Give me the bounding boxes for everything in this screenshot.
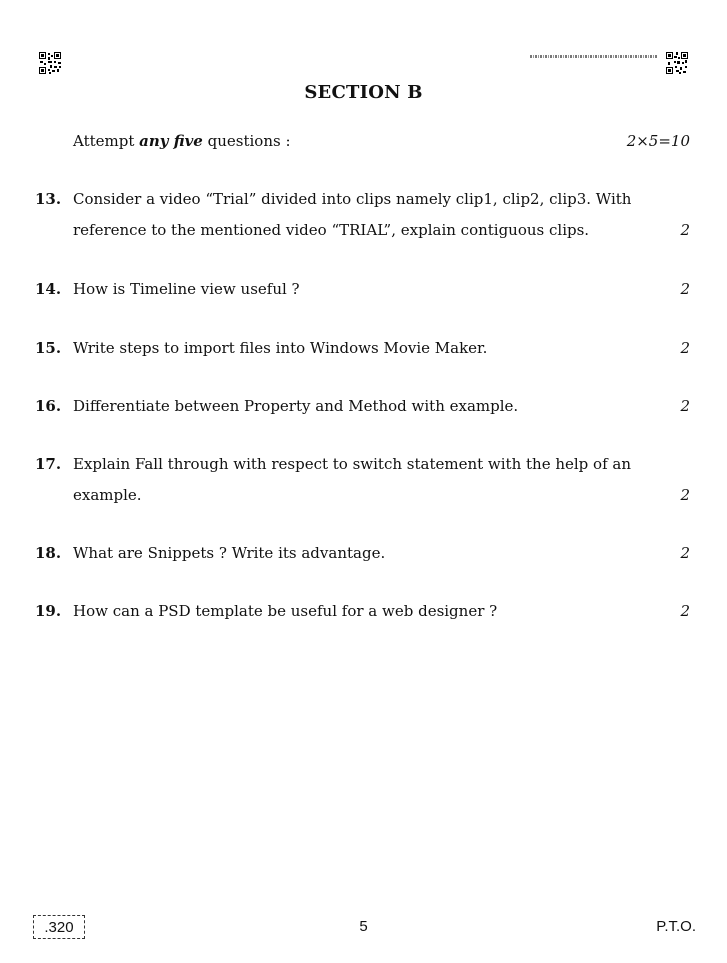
question-marks: 2 bbox=[680, 397, 690, 415]
question-number: 18. bbox=[35, 544, 62, 562]
question-number: 19. bbox=[35, 602, 62, 620]
page-number: 5 bbox=[359, 918, 368, 935]
section-title: SECTION B bbox=[304, 82, 423, 103]
question-marks: 2 bbox=[680, 602, 690, 620]
qr-code-icon bbox=[39, 52, 61, 74]
question-marks: 2 bbox=[680, 280, 690, 298]
question-number: 15. bbox=[35, 339, 62, 357]
instruction bbox=[73, 132, 291, 150]
question-marks: 2 bbox=[680, 544, 690, 562]
qr-code-icon bbox=[666, 52, 688, 74]
question-number: 16. bbox=[35, 397, 62, 415]
question-text: How can a PSD template be useful for a web designer ? bbox=[73, 602, 498, 620]
question-number: 13. bbox=[35, 190, 62, 208]
instruction-suffix: questions : bbox=[202, 132, 291, 150]
paper-code-box: .320 bbox=[33, 915, 85, 939]
question-text: Differentiate between Property and Method with example. bbox=[73, 397, 519, 415]
question-number: 17. bbox=[35, 455, 62, 473]
question-text: Consider a video “Trial” divided into clips namely clip1, clip2, clip3. With reference to the mentioned video “TRIAL”, explain contiguous clips. bbox=[73, 190, 632, 239]
question-marks: 2 bbox=[680, 339, 690, 357]
pto-label: P.T.O. bbox=[656, 918, 696, 935]
instruction-emphasis: any five bbox=[139, 132, 203, 150]
instruction-prefix: Attempt bbox=[73, 132, 140, 150]
question-text: What are Snippets ? Write its advantage. bbox=[73, 544, 386, 562]
microtext-line bbox=[530, 55, 658, 58]
question-marks: 2 bbox=[680, 486, 690, 504]
instruction-marks: 2×5=10 bbox=[626, 132, 690, 150]
question-marks: 2 bbox=[680, 221, 690, 239]
question-number: 14. bbox=[35, 280, 62, 298]
question-text: How is Timeline view useful ? bbox=[73, 280, 300, 298]
question-text: Explain Fall through with respect to switch statement with the help of an example. bbox=[73, 455, 632, 504]
question-text: Write steps to import files into Windows Movie Maker. bbox=[73, 339, 488, 357]
